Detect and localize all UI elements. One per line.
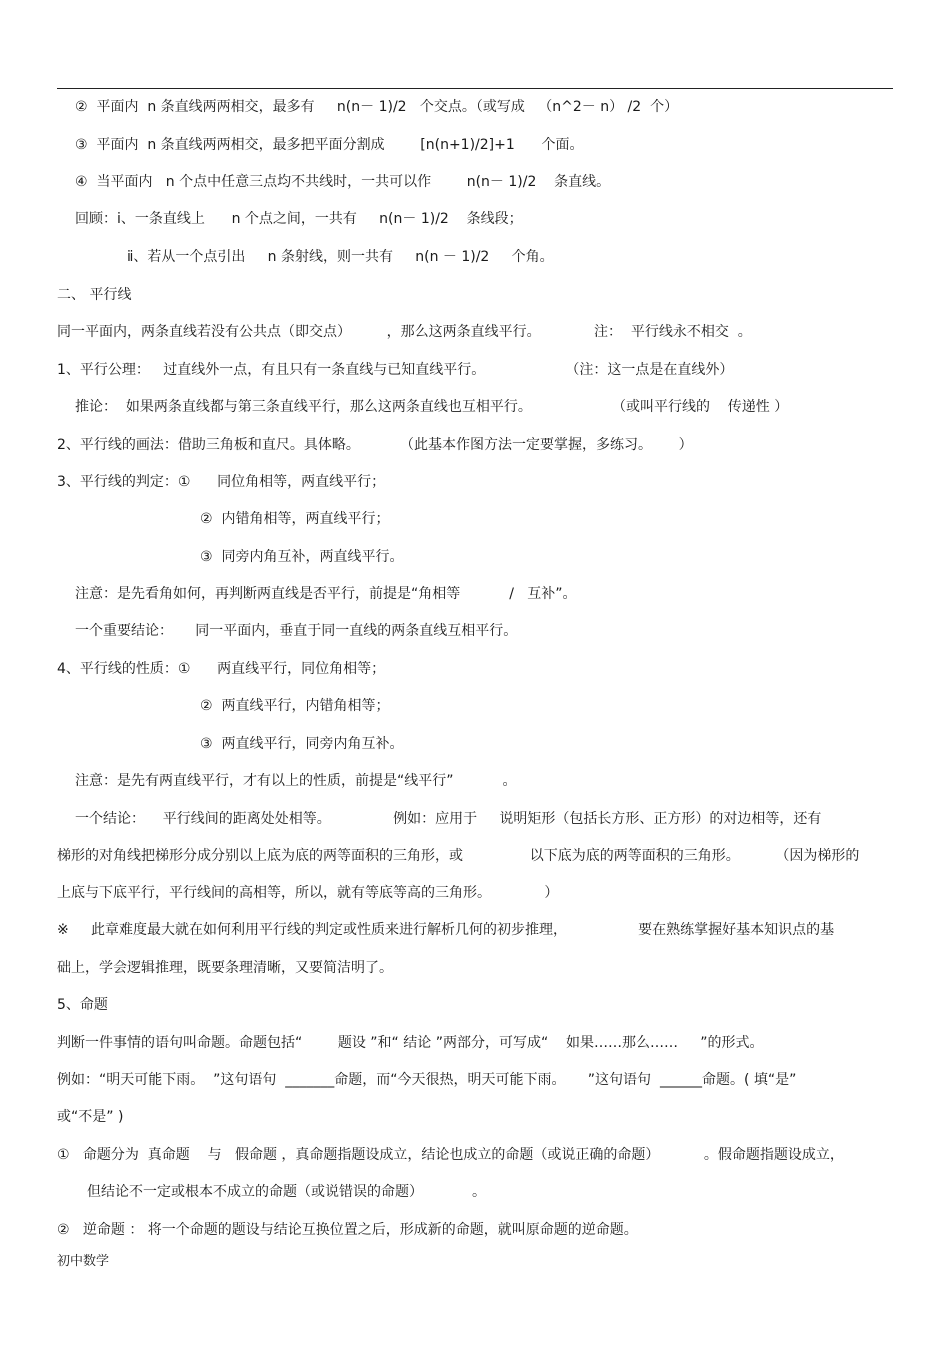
text-line: 例如：“明天可能下雨。 ”这句语句 _______命题，而“今天很热，明天可能下雨。 ”这句语句 ______命题。( 填“是” — [57, 1072, 797, 1088]
text-line: 1、平行公理： 过直线外一点，有且只有一条直线与已知直线平行。 （注：这一点是在直线外） — [57, 362, 734, 378]
section-heading: 5、命题 — [57, 997, 108, 1013]
text-line: ② 两直线平行，内错角相等； — [200, 698, 390, 714]
text-line: 一个结论： 平行线间的距离处处相等。 例如：应用于 说明矩形（包括长方形、正方形）的对边相等，还有 — [75, 811, 822, 827]
text-line: 但结论不一定或根本不成立的命题（或说错误的命题） 。 — [87, 1184, 486, 1200]
text-line: 判断一件事情的语句叫命题。命题包括“ 题设 ”和“ 结论 ”两部分，可写成“ 如果……那么…… ”的形式。 — [57, 1035, 764, 1051]
text-line: ⅱ、若从一个点引出 n 条射线，则一共有 n(n － 1)/2 个角。 — [127, 249, 554, 265]
text-line: ② 逆命题 ： 将一个命题的题设与结论互换位置之后，形成新的命题，就叫原命题的逆命题。 — [57, 1222, 638, 1238]
text-line: ④ 当平面内 n 个点中任意三点均不共线时，一共可以作 n(n－ 1)/2 条直线。 — [75, 174, 611, 190]
header-rule — [57, 88, 893, 89]
text-line: 4、平行线的性质：① 两直线平行，同位角相等； — [57, 661, 386, 677]
text-line: 注意：是先看角如何，再判断两直线是否平行，前提是“角相等 / 互补”。 — [75, 586, 577, 602]
page-footer: 初中数学 — [57, 1254, 110, 1269]
text-line: 2、平行线的画法：借助三角板和直尺。具体略。 （此基本作图方法一定要掌握，多练习。 ） — [57, 437, 693, 453]
text-line: 注意：是先有两直线平行，才有以上的性质，前提是“线平行” 。 — [75, 773, 517, 789]
text-line: ③ 同旁内角互补，两直线平行。 — [200, 549, 404, 565]
text-line: 或“不是” ) — [57, 1109, 124, 1125]
text-line: 同一平面内，两条直线若没有公共点（即交点） ，那么这两条直线平行。 注： 平行线永不相交 。 — [57, 324, 752, 340]
text-line: ② 平面内 n 条直线两两相交，最多有 n(n－ 1)/2 个交点。（或写成 （n^2－ n） /2 个） — [75, 99, 679, 115]
text-line: 础上，学会逻辑推理，既要条理清晰，又要简洁明了。 — [57, 960, 393, 976]
text-line: 上底与下底平行，平行线间的高相等，所以，就有等底等高的三角形。 ） — [57, 885, 559, 901]
section-heading: 二、 平行线 — [57, 287, 132, 303]
text-line: ※ 此章难度最大就在如何利用平行线的判定或性质来进行解析几何的初步推理， 要在熟练掌握好基本知识点的基 — [57, 922, 835, 938]
text-line: ① 命题分为 真命题 与 假命题 ，真命题指题设成立，结论也成立的命题（或说正确的命题） 。假命题指题设成立， — [57, 1147, 844, 1163]
text-line: 梯形的对角线把梯形分成分别以上底为底的两等面积的三角形，或 以下底为底的两等面积的三角形。 （因为梯形的 — [57, 848, 860, 864]
text-line: ② 内错角相等，两直线平行； — [200, 511, 390, 527]
text-line: 回顾：ⅰ、一条直线上 n 个点之间，一共有 n(n－ 1)/2 条线段； — [75, 211, 523, 227]
text-line: 3、平行线的判定：① 同位角相等，两直线平行； — [57, 474, 386, 490]
text-line: 一个重要结论： 同一平面内，垂直于同一直线的两条直线互相平行。 — [75, 623, 518, 639]
text-line: ③ 平面内 n 条直线两两相交，最多把平面分割成 [n(n+1)/2]+1 个面。 — [75, 137, 584, 153]
text-line: ③ 两直线平行，同旁内角互补。 — [200, 736, 404, 752]
text-line: 推论： 如果两条直线都与第三条直线平行，那么这两条直线也互相平行。 （或叫平行线的 传递性 ） — [75, 399, 789, 415]
